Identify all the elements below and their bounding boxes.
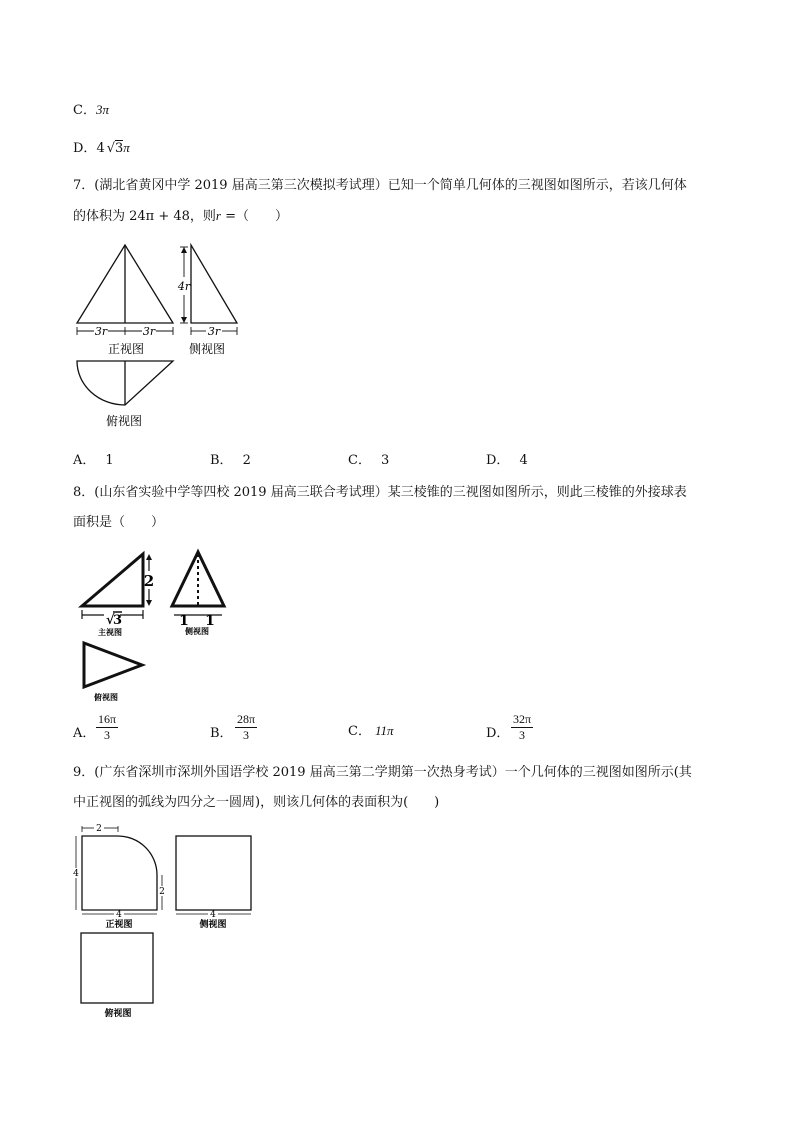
q9-line1: 9．(广东省深圳市深圳外国语学校 2019 届高三第二学期第一次热身考试）一个几何体的三视图如图所示(其: [73, 765, 692, 780]
q9-dim-bottom: 4: [116, 910, 122, 920]
q8-side-label: 侧视图: [185, 626, 209, 636]
q7-option-a[interactable]: A． 1: [73, 453, 114, 468]
q8-top-view: [84, 643, 142, 687]
q8-three-view-figure: [76, 549, 236, 701]
arrow-head: [181, 247, 187, 253]
q8-line1: 8．(山东省实验中学等四校 2019 届高三联合考试理）某三棱锥的三视图如图所示，则此三棱锥的外接球表: [73, 485, 687, 500]
q9-dim-left: 4: [73, 869, 79, 879]
fraction-denominator: 3: [519, 728, 526, 742]
arrow-head: [181, 317, 187, 323]
q8-option-a-fraction[interactable]: [96, 712, 118, 743]
q9-top-view: [81, 933, 153, 1003]
option-value-prefix: 4: [96, 141, 105, 156]
q8-dim-1b: 1: [205, 613, 215, 629]
q7-top-label: 俯视图: [105, 414, 143, 428]
q8-dim-root3: 3: [113, 613, 123, 628]
q8-option-b-label[interactable]: B．: [210, 726, 233, 741]
q9-dim-side-bottom: 4: [210, 910, 216, 920]
q8-front-dims: [82, 556, 149, 619]
q7-front-dims: [77, 327, 173, 335]
q7-dim-3r-side: 3r: [207, 325, 221, 338]
option-label: C．: [73, 103, 96, 118]
q7-side-label: 侧视图: [188, 342, 226, 356]
fraction-numerator: 16π: [98, 712, 117, 726]
arrow-head: [146, 600, 152, 606]
q7-line2: [73, 207, 288, 226]
q9-front-label: 正视图: [105, 920, 133, 930]
fraction-denominator: 3: [243, 728, 250, 742]
q9-three-view-figure: [72, 826, 262, 1024]
fraction-denominator: 3: [104, 728, 111, 742]
q9-front-dims: [76, 826, 162, 914]
q8-top-label: 俯视图: [94, 692, 118, 702]
q9-front-view: [82, 836, 157, 910]
q7-three-view-figure: [70, 243, 245, 433]
sqrt-symbol: √: [106, 141, 116, 156]
q7-dim-3r-right: 3r: [142, 325, 156, 338]
option-c-prev: [73, 101, 109, 120]
q7-option-c[interactable]: C． 3: [348, 453, 390, 468]
q8-sqrt-symbol: √: [106, 613, 115, 628]
pi-symbol: π: [123, 140, 130, 155]
q8-option-b-fraction[interactable]: [235, 712, 257, 743]
q9-side-label: 侧视图: [199, 920, 227, 930]
q7-dim-4r: 4r: [177, 280, 191, 293]
sqrt-radicand: 3: [115, 141, 124, 156]
q9-dim-right: 2: [159, 887, 165, 897]
arrow-head: [146, 554, 152, 560]
q7-dim-3r-left: 3r: [94, 325, 108, 338]
q7-top-view: [77, 361, 173, 405]
q8-front-view: [82, 554, 143, 606]
fraction-numerator: 32π: [513, 712, 532, 726]
q8-dim-2: 2: [143, 572, 155, 590]
q9-line2: 中正视图的弧线为四分之一圆周)，则该几何体的表面积为( ): [73, 795, 440, 810]
q9-top-label: 俯视图: [104, 1009, 132, 1019]
q7-blank: =（ ）: [220, 209, 289, 224]
q8-dim-1a: 1: [179, 613, 189, 629]
q7-side-view: [191, 245, 237, 323]
q8-option-d-fraction[interactable]: [511, 712, 533, 743]
q8-option-a-label[interactable]: A．: [73, 726, 96, 741]
q7-option-d[interactable]: D． 4: [486, 453, 528, 468]
q8-option-d-label[interactable]: D．: [486, 726, 510, 741]
q7-front-view: [77, 245, 173, 323]
q8-option-c[interactable]: C． 11π: [348, 723, 394, 739]
q7-line1: 7．(湖北省黄冈中学 2019 届高三第三次模拟考试理）已知一个简单几何体的三视图如图所示，若该几何体: [73, 178, 687, 193]
q7-variable: r: [215, 208, 221, 223]
q9-dim-top: 2: [96, 824, 102, 834]
q7-option-b[interactable]: B． 2: [210, 453, 251, 468]
option-value: 3π: [95, 102, 109, 117]
q7-volume-text: 的体积为 24π + 48，则: [73, 209, 216, 224]
q8-line2: 面积是（ ）: [73, 515, 165, 530]
q7-front-label: 正视图: [107, 342, 145, 356]
option-label: D．: [73, 141, 97, 156]
q9-side-view: [176, 836, 251, 910]
q8-front-label: 主视图: [98, 627, 122, 637]
fraction-numerator: 28π: [237, 712, 256, 726]
option-d-prev: [73, 139, 130, 158]
